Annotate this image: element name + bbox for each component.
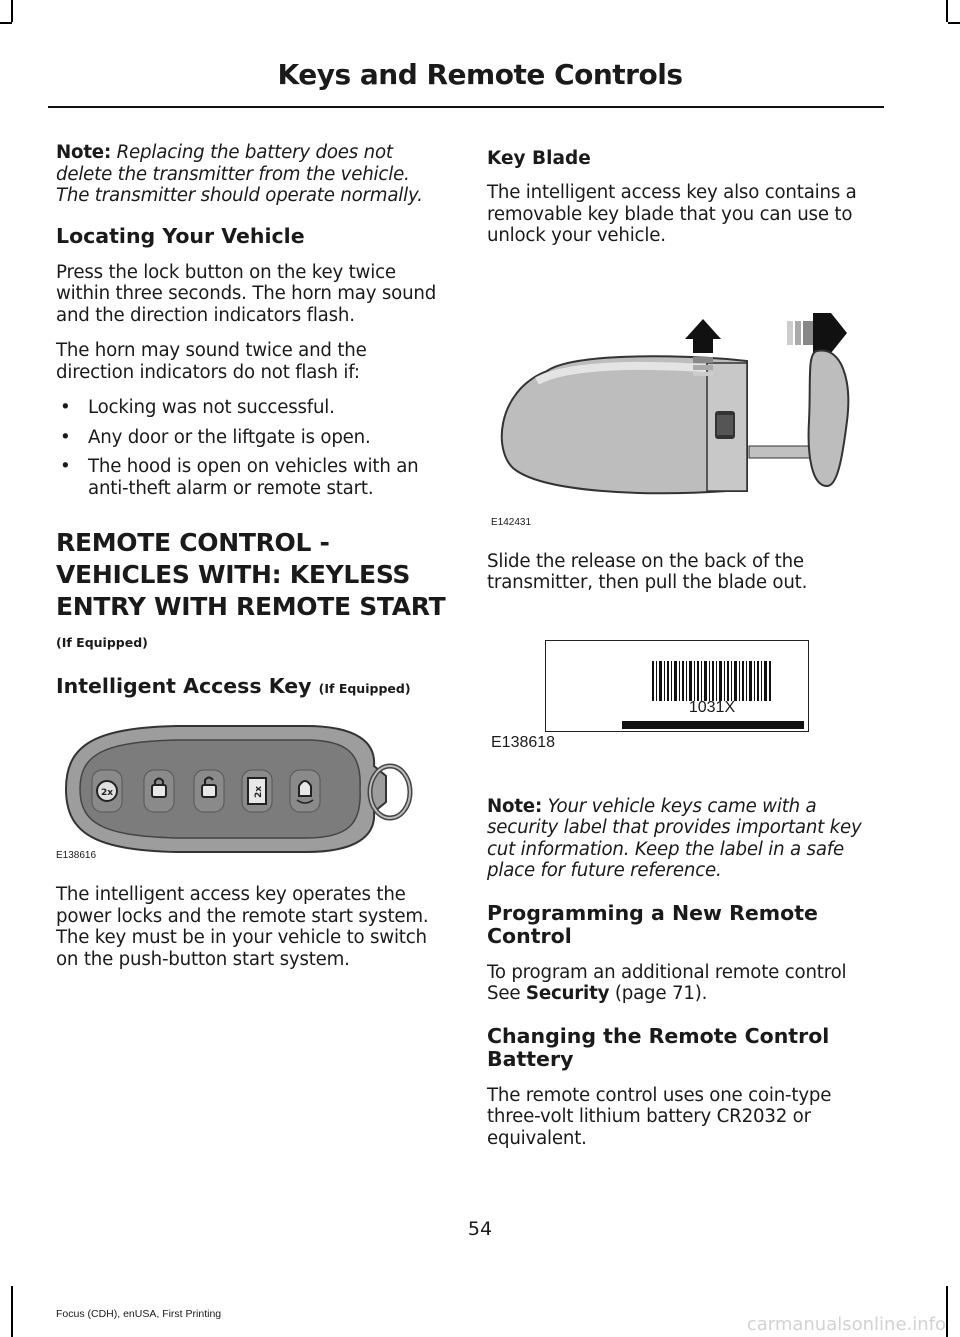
security-label-figure [487, 608, 879, 776]
figure-id: E138616 [56, 850, 97, 861]
key-blade-heading: Key Blade [487, 148, 591, 169]
section-qualifier: (If Equipped) [56, 635, 148, 650]
remote-start-2x-label: 2x [100, 788, 114, 798]
security-label-note [487, 796, 879, 882]
figure-id: E142431 [491, 516, 532, 528]
page-title: Keys and Remote Controls [277, 58, 683, 91]
note-label: Note: [487, 795, 543, 817]
locating-heading: Locating Your Vehicle [56, 223, 305, 248]
iak-qualifier: (If Equipped) [318, 681, 411, 696]
crop-mark [946, 1286, 948, 1337]
note-label: Note: [56, 142, 112, 163]
key-blade-illustration [487, 261, 879, 531]
bullet: • [60, 397, 71, 418]
security-label [545, 640, 809, 732]
note-text: Replacing the battery does not delete the transmitter from the vehicle. The transmitter should operate normally. [56, 142, 423, 206]
battery-note [56, 142, 448, 207]
iak-heading: Intelligent Access Key (If Equipped) [56, 674, 411, 698]
battery-heading: Changing the Remote Control Battery [487, 1023, 830, 1071]
bullet: • [60, 456, 71, 477]
bullet: • [60, 426, 71, 448]
title-divider [48, 106, 884, 108]
note-text: Your vehicle keys came with a security label that provides important key cut information. Keep the label in a safe place for future reference. [487, 795, 862, 881]
watermark: carmanualsonline.info [746, 1314, 946, 1335]
list-item: • Locking was not successful. [60, 397, 335, 418]
conditions-list [56, 397, 448, 499]
list-item: • Any door or the liftgate is open. [60, 426, 371, 448]
left-column [56, 142, 448, 984]
key-blade-paragraph: The intelligent access key also contains a removable key blade that you can use to unlock your vehicle. [487, 182, 857, 246]
battery-paragraph: The remote control uses one coin-type three-volt lithium battery CR2032 or equivalent. [487, 1084, 832, 1149]
figure-id: E138618 [491, 733, 556, 751]
iak-paragraph: The intelligent access key operates the power locks and the remote start system. The key must be in your vehicle to switch on the push-button start system. [56, 884, 429, 970]
locating-paragraph-2: The horn may sound twice and the direction indicators do not flash if: [56, 340, 367, 383]
remote-start-icon [97, 781, 117, 801]
key-blade-figure [487, 261, 879, 531]
crop-mark [11, 0, 13, 22]
programming-heading: Programming a New Remote Control [487, 900, 818, 948]
crop-mark [948, 22, 960, 24]
page-number: 54 [467, 1218, 493, 1240]
intelligent-key-illustration [56, 714, 448, 864]
crop-mark [11, 1286, 13, 1337]
section-heading: REMOTE CONTROL - VEHICLES WITH: KEYLESS ENTRY WITH REMOTE START (If Equipped) [56, 528, 446, 650]
programming-paragraph: To program an additional remote control See Security (page 71). [487, 961, 847, 1004]
footer-printing: Focus (CDH), enUSA, First Printing [56, 1308, 222, 1320]
locating-paragraph-1: Press the lock button on the key twice within three seconds. The horn may sound and the direction indicators flash. [56, 261, 437, 326]
right-column [487, 142, 879, 1163]
arrow-right-icon [787, 313, 847, 353]
barcode-image [546, 641, 810, 733]
security-link[interactable]: Security [525, 983, 610, 1004]
crop-mark [0, 22, 12, 24]
crop-mark [946, 0, 948, 22]
release-paragraph: Slide the release on the back of the transmitter, then pull the blade out. [487, 550, 808, 593]
liftgate-icon [248, 778, 266, 804]
list-item: • The hood is open on vehicles with an anti-theft alarm or remote start. [60, 456, 419, 499]
intelligent-key-figure [56, 714, 448, 864]
liftgate-2x-label: 2x [254, 785, 264, 799]
barcode-text: 1031X [688, 698, 736, 716]
